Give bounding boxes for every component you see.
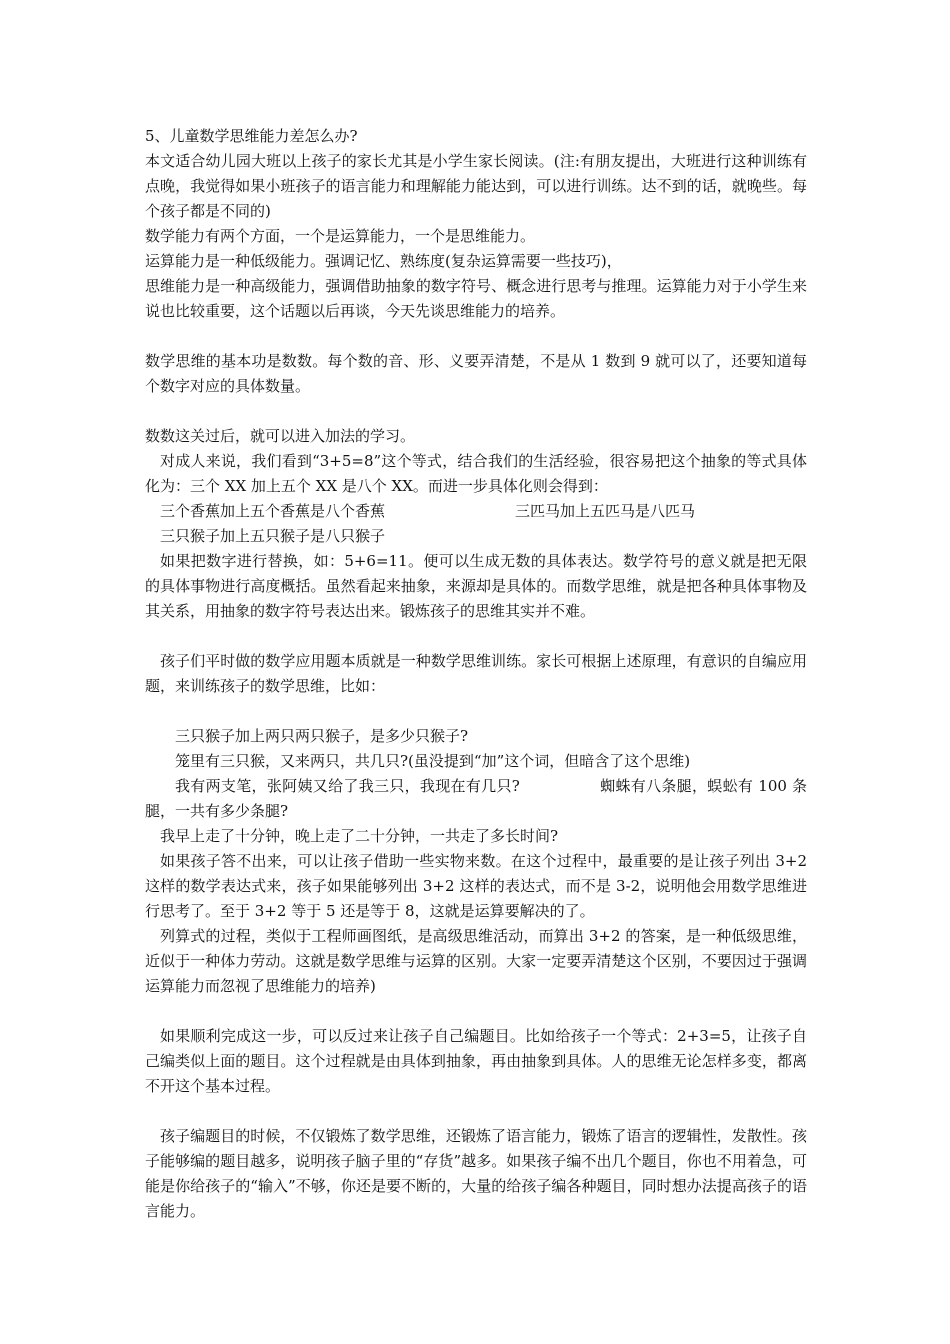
paragraph-word-problems: 孩子们平时做的数学应用题本质就是一种数学思维训练。家长可根据上述原理，有意识的自编应用题，来训练孩子的数学思维，比如： (145, 652, 807, 695)
document-title: 5、儿童数学思维能力差怎么办? (145, 127, 358, 145)
paragraph-two-aspects: 数学能力有两个方面，一个是运算能力，一个是思维能力。 (145, 227, 536, 245)
example-monkey: 三只猴子加上五只猴子是八只猴子 (160, 527, 386, 545)
paragraph-reverse: 如果顺利完成这一步，可以反过来让孩子自己编题目。比如给孩子一个等式：2+3=5，让孩子自己编类似上面的题目。这个过程就是由具体到抽象，再由抽象到具体。人的思维无论怎样多变，都离不开这个基本过程。 (145, 1027, 807, 1095)
paragraph-think-ability: 思维能力是一种高级能力，强调借助抽象的数字符号、概念进行思考与推理。运算能力对于小学生来说也比较重要，这个话题以后再谈，今天先谈思维能力的培养。 (145, 277, 807, 320)
paragraph-calc-ability: 运算能力是一种低级能力。强调记忆、熟练度(复杂运算需要一些技巧)， (145, 252, 622, 270)
paragraph-adult-view: 对成人来说，我们看到“3+5=8”这个等式，结合我们的生活经验，很容易把这个抽象的等式具体化为：三个 XX 加上五个 XX 是八个 XX。而进一步具体化则会得到： (145, 452, 807, 495)
paragraph-after-counting: 数数这关过后，就可以进入加法的学习。 (145, 427, 416, 445)
question-2: 笼里有三只猴，又来两只，共几只?(虽没提到“加”这个词，但暗含了这个思维) (175, 752, 691, 770)
example-banana: 三个香蕉加上五个香蕉是八个香蕉 (160, 502, 386, 520)
question-3-part-a: 我有两支笔，张阿姨又给了我三只，我现在有几只? (175, 777, 520, 795)
paragraph-basic-skill: 数学思维的基本功是数数。每个数的音、形、义要弄清楚，不是从 1 数到 9 就可以了，还要知道每个数字对应的具体数量。 (145, 352, 807, 395)
blank-line (145, 1099, 807, 1124)
question-3 (145, 774, 807, 824)
question-4: 我早上走了十分钟，晚上走了二十分钟，一共走了多长时间? (160, 827, 559, 845)
document-body (145, 124, 807, 1224)
example-horse: 三匹马加上五匹马是八匹马 (515, 502, 696, 520)
examples-row (145, 499, 807, 524)
blank-line (145, 324, 807, 349)
paragraph-formula: 列算式的过程，类似于工程师画图纸，是高级思维活动，而算出 3+2 的答案，是一种低级思维，近似于一种体力劳动。这就是数学思维与运算的区别。大家一定要弄清楚这个区别，不要因过于强调运算能力而忽视了思维能力的培养) (145, 927, 807, 995)
paragraph-intro: 本文适合幼儿园大班以上孩子的家长尤其是小学生家长阅读。(注:有朋友提出，大班进行这种训练有点晚，我觉得如果小班孩子的语言能力和理解能力能达到，可以进行训练。达不到的话，就晚些。每个孩子都是不同的) (145, 152, 807, 220)
blank-line (145, 399, 807, 424)
paragraph-objects: 如果孩子答不出来，可以让孩子借助一些实物来数。在这个过程中，最重要的是让孩子列出 3+2 这样的数学表达式来，孩子如果能够列出 3+2 这样的表达式，而不是 3-2，说明他会用数学思维进行思考了。至于 3+2 等于 5 还是等于 8，这就是运算要解决的了。 (145, 852, 807, 920)
paragraph-self-made: 孩子编题目的时候，不仅锻炼了数学思维，还锻炼了语言能力，锻炼了语言的逻辑性，发散性。孩子能够编的题目越多，说明孩子脑子里的“存货”越多。如果孩子编不出几个题目，你也不用着急，可能是你给孩子的“输入”不够，你还是要不断的，大量的给孩子编各种题目，同时想办法提高孩子的语言能力。 (145, 1127, 807, 1220)
question-1: 三只猴子加上两只两只猴子，是多少只猴子? (175, 727, 469, 745)
question-3-part-b: 蜘蛛有八条腿，蜈蚣有 100 条腿，一共有多少条腿? (145, 777, 808, 820)
blank-line (145, 624, 807, 649)
blank-line (145, 999, 807, 1024)
blank-line (145, 699, 807, 724)
paragraph-replace-numbers: 如果把数字进行替换，如：5+6=11。便可以生成无数的具体表达。数学符号的意义就是把无限的具体事物进行高度概括。虽然看起来抽象，来源却是具体的。而数学思维，就是把各种具体事物及其关系，用抽象的数字符号表达出来。锻炼孩子的思维其实并不难。 (145, 552, 807, 620)
